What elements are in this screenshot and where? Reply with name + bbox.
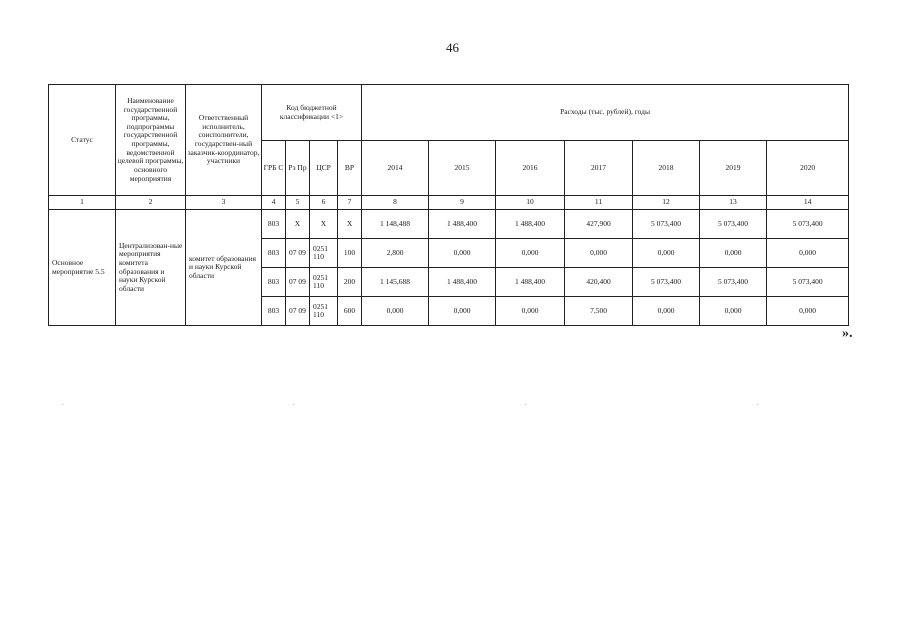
value-cell: 0,000 (633, 297, 700, 326)
header-status: Статус (49, 85, 116, 196)
value-cell: 2,800 (362, 239, 429, 268)
column-number: 5 (286, 196, 310, 210)
value-cell: 1 488,400 (496, 210, 565, 239)
value-cell: 0,000 (429, 239, 496, 268)
value-cell: 0,000 (767, 239, 849, 268)
header-year: 2014 (362, 141, 429, 196)
grbs-cell: 803 (262, 297, 286, 326)
header-year: 2015 (429, 141, 496, 196)
value-cell: 0,000 (767, 297, 849, 326)
executor-cell: комитет образования и науки Курской области (186, 210, 262, 326)
closing-quote-mark: ». (842, 326, 853, 341)
vr-cell: X (338, 210, 362, 239)
rz-pr-cell: X (286, 210, 310, 239)
csr-cell: 0251 110 (310, 239, 338, 268)
value-cell: 1 488,400 (429, 268, 496, 297)
value-cell: 5 073,400 (767, 210, 849, 239)
header-name: Наименование государственной программы, подпрограммы государственной программы, ведомственной целевой программы, основного мероприятия (116, 85, 186, 196)
rz-pr-cell: 07 09 (286, 297, 310, 326)
grbs-cell: 803 (262, 268, 286, 297)
grbs-cell: 803 (262, 239, 286, 268)
csr-cell: X (310, 210, 338, 239)
column-number: 9 (429, 196, 496, 210)
column-number: 12 (633, 196, 700, 210)
column-number: 14 (767, 196, 849, 210)
value-cell: 427,900 (565, 210, 633, 239)
scan-speck: . (293, 401, 295, 407)
value-cell: 0,000 (700, 239, 767, 268)
table-row (49, 210, 849, 239)
header-year: 2020 (767, 141, 849, 196)
value-cell: 1 145,688 (362, 268, 429, 297)
vr-cell: 100 (338, 239, 362, 268)
vr-cell: 600 (338, 297, 362, 326)
column-number: 8 (362, 196, 429, 210)
value-cell: 0,000 (496, 239, 565, 268)
header-budget-code: Код бюджетной классификации <1> (262, 85, 362, 141)
header-expenses: Расходы (тыс. рублей), годы (362, 85, 849, 141)
scan-speck: . (525, 401, 527, 407)
header-year: 2019 (700, 141, 767, 196)
csr-cell: 0251 110 (310, 268, 338, 297)
column-number: 10 (496, 196, 565, 210)
column-number: 4 (262, 196, 286, 210)
value-cell: 5 073,400 (700, 268, 767, 297)
vr-cell: 200 (338, 268, 362, 297)
status-cell: Основное мероприятие 5.5 (49, 210, 116, 326)
column-number: 7 (338, 196, 362, 210)
rz-pr-cell: 07 09 (286, 239, 310, 268)
column-number: 1 (49, 196, 116, 210)
column-number: 3 (186, 196, 262, 210)
column-number: 2 (116, 196, 186, 210)
value-cell: 1 488,400 (496, 268, 565, 297)
header-csr: ЦСР (310, 141, 338, 196)
value-cell: 0,000 (496, 297, 565, 326)
value-cell: 7,500 (565, 297, 633, 326)
csr-cell: 0251 110 (310, 297, 338, 326)
value-cell: 0,000 (362, 297, 429, 326)
value-cell: 1 488,400 (429, 210, 496, 239)
header-year: 2016 (496, 141, 565, 196)
budget-table (48, 84, 849, 326)
grbs-cell: 803 (262, 210, 286, 239)
header-rz-pr: Рз Пр (286, 141, 310, 196)
value-cell: 0,000 (429, 297, 496, 326)
scan-speck: . (62, 401, 64, 407)
header-year: 2018 (633, 141, 700, 196)
value-cell: 5 073,400 (700, 210, 767, 239)
column-number: 6 (310, 196, 338, 210)
rz-pr-cell: 07 09 (286, 268, 310, 297)
value-cell: 1 148,488 (362, 210, 429, 239)
value-cell: 5 073,400 (633, 210, 700, 239)
scan-speck: . (757, 401, 759, 407)
value-cell: 5 073,400 (633, 268, 700, 297)
page-number: 46 (446, 40, 459, 55)
measure-name-cell: Централизован-ные мероприятия комитета образования и науки Курской области (116, 210, 186, 326)
value-cell: 0,000 (633, 239, 700, 268)
value-cell: 420,400 (565, 268, 633, 297)
value-cell: 0,000 (565, 239, 633, 268)
header-vr: ВР (338, 141, 362, 196)
column-number: 13 (700, 196, 767, 210)
value-cell: 0,000 (700, 297, 767, 326)
header-year: 2017 (565, 141, 633, 196)
value-cell: 5 073,400 (767, 268, 849, 297)
column-number: 11 (565, 196, 633, 210)
header-executor: Ответственный исполнитель, соисполнители, государствен-ный заказчик-координатор, участники (186, 85, 262, 196)
header-grbs: ГРБ С (262, 141, 286, 196)
